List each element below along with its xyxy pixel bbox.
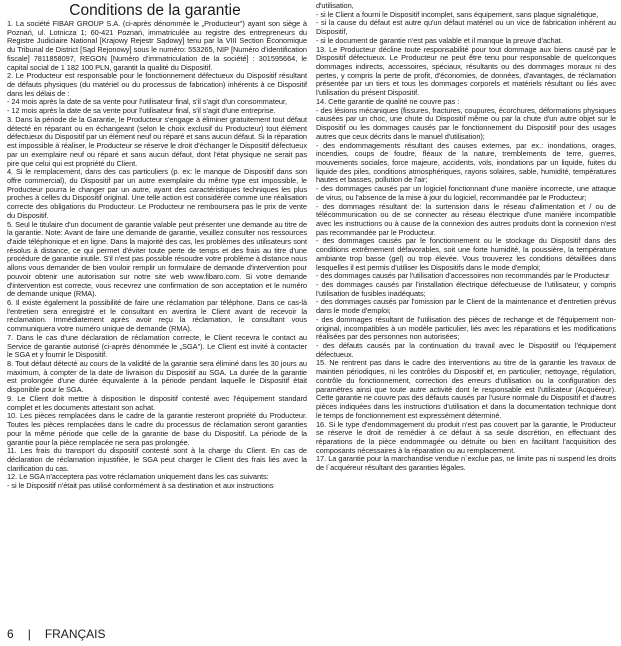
paragraph-14-item-j: - des défauts causés par la continuation du travail avec le Dispositif ou l'équipement défectueux. bbox=[316, 341, 616, 359]
paragraph-14-item-e: - des dommages causés par le fonctionnement ou le stockage du Dispositif dans des conditions extrêmement défavorables, soit une forte humidité, la poussière, la température ambiante trop basse (gel) ou trop élevée. Vous trouverez les conditions détaillées dans lesquelles il est permis d'utiliser les Dispositifs dans le mode d'emploi; bbox=[316, 236, 616, 272]
paragraph-14-item-g: - des dommages causés par l'installation électrique défectueuse de l'utilisateur, y compris l'utilisation de fusibles inadéquats; bbox=[316, 280, 616, 298]
paragraph-12: 12. Le SGA n'acceptera pas votre réclamation uniquement dans les cas suivants: bbox=[7, 472, 269, 482]
page-title: Conditions de la garantie bbox=[69, 2, 241, 19]
paragraph-2-item-b: - 12 mois après la date de sa vente pour l'utilisateur final, s'il s'agit d'une entreprise. bbox=[7, 106, 276, 116]
paragraph-3: 3. Dans la période de la Garantie, le Producteur s'engage à éliminer gratuitement tout défaut détecté en réparant ou en échangeant (selon le choix exclusif du Producteur) tout élément défectueux du Dispositif par un élément neuf ou réparé et sans aucun défaut. Si la réparation est impossible à réaliser, le Producteur se réserve le droit d'échanger le Dispositif défectueux par un exemplaire neuf ou réparé et sans aucun défaut, dont l'état physique ne serait pas pire que celui qui est propriété du Client. bbox=[7, 114, 307, 168]
paragraph-1: 1. La société FIBAR GROUP S.A. (ci-après dénommée le „Producteur") ayant son siège à Poznań, ul. Lotnicza 1; 60-421 Poznań, immatriculée au registre des entrepreneurs du Registre Judiciaire National [Krajowy Rejestr Sądowy] tenu par la VIII Section Économique du Tribunal de District [Sąd Rejonowy] sous le numéro: 553265, NIP [Numéro d'identification fiscale] 7811858097, REGON [Numéro d'immatriculation de la société] : 301595664, le capital social de 1 182 100 PLN, garantit la qualité du Dispositif. bbox=[7, 20, 307, 72]
language-label: FRANÇAIS bbox=[44, 627, 106, 641]
paragraph-2-item-a: - 24 mois après la date de sa vente pour l'utilisateur final, s'il s'agit d'un consommateur, bbox=[7, 97, 287, 107]
paragraph-14-item-c: - des dommages causés par un logiciel fonctionnant d'une manière incorrecte, une attaque de virus, ou l'absence de la mise à jour du logiciel, recommandée par le Producteur; bbox=[316, 184, 616, 202]
paragraph-13: 13. Le Producteur décline toute responsabilité pour tout dommage aux biens causé par le Dispositif défectueux. Le Producteur ne peut être tenu pour responsable de quelconques dommages indirects, accessoires, spéciaux, résultants ou des dommages moraux ni des pertes, y compris la perte de profit, d'économies, de données, d'avantages, de réclamation présentée par un tiers et tous les dommages corporels et matériels résultant ou liés avec l'utilisation du présent Dispositif. bbox=[316, 44, 616, 98]
paragraph-14-item-h: - des dommages causés par l'omission par le Client de la maintenance et d'entretien prévus dans le mode d'emploi; bbox=[316, 297, 616, 316]
page-footer bbox=[7, 627, 106, 641]
paragraph-14-item-b: - des endommagements résultant des causes externes, par ex.: inondations, orages, incendies, coups de foudre, fléaux de la nature, tremblements de terre, guerres, mouvements sociales, force majeure, accidents, vols, inondations par un liquide, fuites du liquide des piles, conditions atmosphériques, rayons solaires, sable, humidité, températures hautes et basses, pollution de l'air; bbox=[316, 140, 616, 185]
paragraph-14-item-d: - des dommages résultant de: la surtension dans le réseau d'alimentation et / ou de télécommunication ou de se connecter au réseau électrique d'une manière incompatible avec les instructions ou à cause de la connexion des autres produits dont la connexion n'est pas recommandée par le Producteur. bbox=[316, 201, 616, 237]
paragraph-12-item-c: - si la cause du défaut est autre qu'un défaut matériel ou un vice de fabrication inhérent au Dispositif, bbox=[316, 18, 616, 37]
paragraph-12-item-b: - si le Client a fourni le Dispositif incomplet, sans équipement, sans plaque signalétique, bbox=[316, 9, 599, 19]
paragraph-14-item-i: - des dommages résultant de l'utilisation des pièces de rechange et de l'équipement non-original, incompatibles à un modèle particulier, liés avec les réparations et les modifications réalisées par des personnes non autorisées; bbox=[316, 314, 616, 342]
paragraph-7: 7. Dans le cas d'une déclaration de réclamation correcte, le Client recevra le contact au Service de garantie autorisé (ci-après dénommée le „SGA"). Le Client est invité à contacter le SGA et y fournir le Dispositif. bbox=[7, 332, 307, 360]
paragraph-4: 4. Si le remplacement, dans des cas particuliers (p. ex: le manque de Dispositif dans son offre commercial), du Dispositif par un autre exemplaire du même type est impossible, le Producteur pourra le changer par un autre, ayant des caractéristiques techniques les plus proches à celles du Dispositif original. Une telle action est considérée comme une réalisation correcte des obligations du Producteur. Le Producteur ne remboursera pas le prix de vente du Dispositif. bbox=[7, 167, 307, 220]
paragraph-6: 6. Il existe également la possibilité de faire une réclamation par téléphone. Dans ce cas-là l'entretien sera enregistré et le consultant en avertira le Client avant de recevoir la réclamation. Immédiatement après avoir reçu la réclamation, le consultant vous communiquera votre numéro unique de demande (RMA). bbox=[7, 298, 307, 334]
paragraph-17: 17. La garantie pour la marchandise vendue n`exclue pas, ne limite pas ni suspend les droits de l`acquéreur résultant des garanties légales. bbox=[316, 454, 616, 473]
paragraph-15: 15. Ne rentrent pas dans le cadre des interventions au titre de la garantie les travaux de maintien périodiques, ni les contrôles du Dispositif et, en particulier, nettoyage, régulation, contrôle du fonctionnement, correction des erreurs d'utilisation ou la configuration des paramètres ainsi que toute autre activité dont le responsable est l'utilisateur (Acquéreur). Cette garantie ne couvre pas des défauts causés par l'usure normale du Dispositif et d'autres pièces indiquées dans les instructions d'utilisation et dans la documentation technique dont le temps de fonctionnement est expressément déterminé. bbox=[316, 358, 616, 420]
paragraph-16: 16. Si le type d'endommagement du produit n'est pas couvert par la garantie, le Producteur se réserve le droit de remédier à ce défaut à sa seule discrétion, en effectuant des réparations de la pièce endommagée ou détruite ou bien en facilitant l'acquisition des composants nécessaires à la réparation ou au remplacement. bbox=[316, 419, 616, 455]
paragraph-12-item-a-cont: d'utilisation, bbox=[316, 2, 354, 10]
paragraph-2: 2. Le Producteur est responsable pour le fonctionnement défectueux du Dispositif résultant de défauts physiques (du matériel ou du processus de fabrication) inhérents à ce Dispositif dans les délais de : bbox=[7, 71, 307, 98]
paragraph-14-item-f: - des dommages causés par l'utilisation d'accessoires non recommandés par le Producteur bbox=[316, 271, 610, 281]
paragraph-9: 9. Le Client doit mettre à disposition le dispositif contesté avec l'équipement standard complet et les documents attestant son achat. bbox=[7, 393, 307, 412]
left-column bbox=[7, 20, 307, 624]
paragraph-10: 10. Les pièces remplacées dans le cadre de la garantie resteront propriété du Producteur. Toutes les pièces remplacées dans le cadre du processus de réclamation seront garanties pour la même période que celle de la garantie de base du Dispositif. La période de la garantie pour la pièce remplacée ne sera pas prolongée. bbox=[7, 411, 307, 447]
paragraph-14-item-a: - des lésions mécaniques (fissures, fractures, coupures, écorchures, déformations physiques causées par un choc, une chute du Dispositif même ou par la chute d'un autre objet sur le Dispositif ou les dommages causés par le fonctionnement du Dispositif pour des usages autres que ceux décrits dans le manuel d'utilisation); bbox=[316, 105, 616, 141]
paragraph-5: 5. Seul le titulaire d'un document de garantie valable peut présenter une demande au titre de la garantie. Note: Avant de faire une demande de garantie, veuillez consulter nos ressources d'aide téléphonique et en ligne. Dans la majorité des cas, les problèmes des utilisateurs sont résolus à distance, ce qui permet d'éviter toute perte de temps et des frais au titre d'une procédure de garantie inutile. S'il n'est pas possible résoudre votre problème à distance nous allons vous demander de bien vouloir remplir un formulaire de demande d'intervention pour pouvoir obtenir une autorisation sur notre site web www.fibaro.com. Si votre demande d'intervention est correcte, vous recevrez une confirmation de son acceptation et le numéro de demande unique (RMA). bbox=[7, 219, 307, 299]
paragraph-12-item-a: - si le Dispositif n'était pas utilisé conformément à sa destination et aux instructions bbox=[7, 481, 274, 491]
paragraph-12-item-d: - si le document de garantie n'est pas valable et il manque la preuve d'achat. bbox=[316, 35, 563, 45]
paragraph-11: 11. Les frais du transport du dispositif contesté sont à la charge du Client. En cas de déclaration de réclamation injustifiée, le SGA peut charger le Client des frais liés avec la clarification du cas. bbox=[7, 446, 307, 473]
right-column bbox=[316, 2, 616, 624]
paragraph-8: 8. Tout défaut détecté au cours de la validité de la garantie sera éliminé dans les 30 jours au maximum, à compter de la date de livraison du Dispositif au SGA. La durée de la garantie est prolongée d'une durée équivalente à la période pendant laquelle le Dispositif était disponible pour le SGA. bbox=[7, 359, 307, 395]
paragraph-14: 14. Cette garantie de qualité ne couvre pas : bbox=[316, 96, 460, 106]
footer-separator: | bbox=[27, 627, 31, 641]
page-number: 6 bbox=[7, 627, 14, 641]
